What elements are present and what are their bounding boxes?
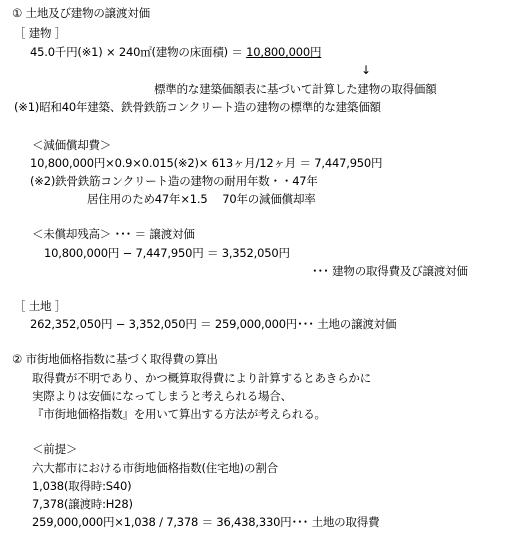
section-2-title: ② 市街地価格指数に基づく取得費の算出 bbox=[12, 352, 218, 366]
land-calc: 262,352,050円 − 3,352,050円 ＝ 259,000,000円･･･ 土地の譲渡対価 bbox=[30, 317, 397, 331]
premise-line-2: 1,038(取得時:S40) bbox=[32, 479, 132, 493]
down-arrow-icon: ↓ bbox=[361, 63, 372, 77]
building-calc-result: 10,800,000円 bbox=[246, 45, 322, 59]
land-header: ［ 土地 ］ bbox=[14, 299, 67, 313]
note-1: (※1)昭和40年建築、鉄骨鉄筋コンクリート造の建物の標準的な建築価額 bbox=[14, 100, 381, 114]
section-1-title: ① 土地及び建物の譲渡対価 bbox=[12, 6, 150, 20]
paragraph-line-3: 『市街地価格指数』を用いて算出する方法が考えられる。 bbox=[32, 407, 326, 421]
final-calc: 259,000,000円×1,038 / 7,378 ＝ 36,438,330円･･･ 土地の取得費 bbox=[32, 515, 380, 529]
undepreciated-note: ･･･ 建物の取得費及び譲渡対価 bbox=[312, 264, 468, 278]
acquisition-note: 標準的な建築価額表に基づいて計算した建物の取得価額 bbox=[154, 82, 437, 96]
undepreciated-calc: 10,800,000円 − 7,447,950円 ＝ 3,352,050円 bbox=[44, 246, 290, 260]
premise-line-1: 六大都市における市街地価格指数(住宅地)の割合 bbox=[32, 461, 278, 475]
note-2-line-2: 居住用のため47年×1.5 70年の減価償却率 bbox=[87, 192, 316, 206]
building-calc-formula: 45.0千円(※1) × 240㎡(建物の床面積) ＝ bbox=[30, 45, 247, 59]
building-header: ［ 建物 ］ bbox=[14, 26, 67, 40]
depreciation-header: ＜減価償却費＞ bbox=[32, 138, 112, 152]
undepreciated-header: ＜未償却残高＞ ･･･ ＝ 譲渡対価 bbox=[32, 227, 195, 241]
building-calc bbox=[30, 45, 321, 59]
premise-line-3: 7,378(譲渡時:H28) bbox=[32, 497, 133, 511]
note-2-line-1: (※2)鉄骨鉄筋コンクリート造の建物の耐用年数・・47年 bbox=[30, 174, 318, 188]
paragraph-line-2: 実際よりは安価になってしまうと考えられる場合、 bbox=[32, 389, 292, 403]
depreciation-calc: 10,800,000円×0.9×0.015(※2)× 613ヶ月/12ヶ月 ＝ 7,447,950円 bbox=[30, 156, 383, 170]
premise-header: ＜前提＞ bbox=[32, 442, 78, 456]
paragraph-line-1: 取得費が不明であり、かつ概算取得費により計算するとあきらかに bbox=[32, 371, 371, 385]
